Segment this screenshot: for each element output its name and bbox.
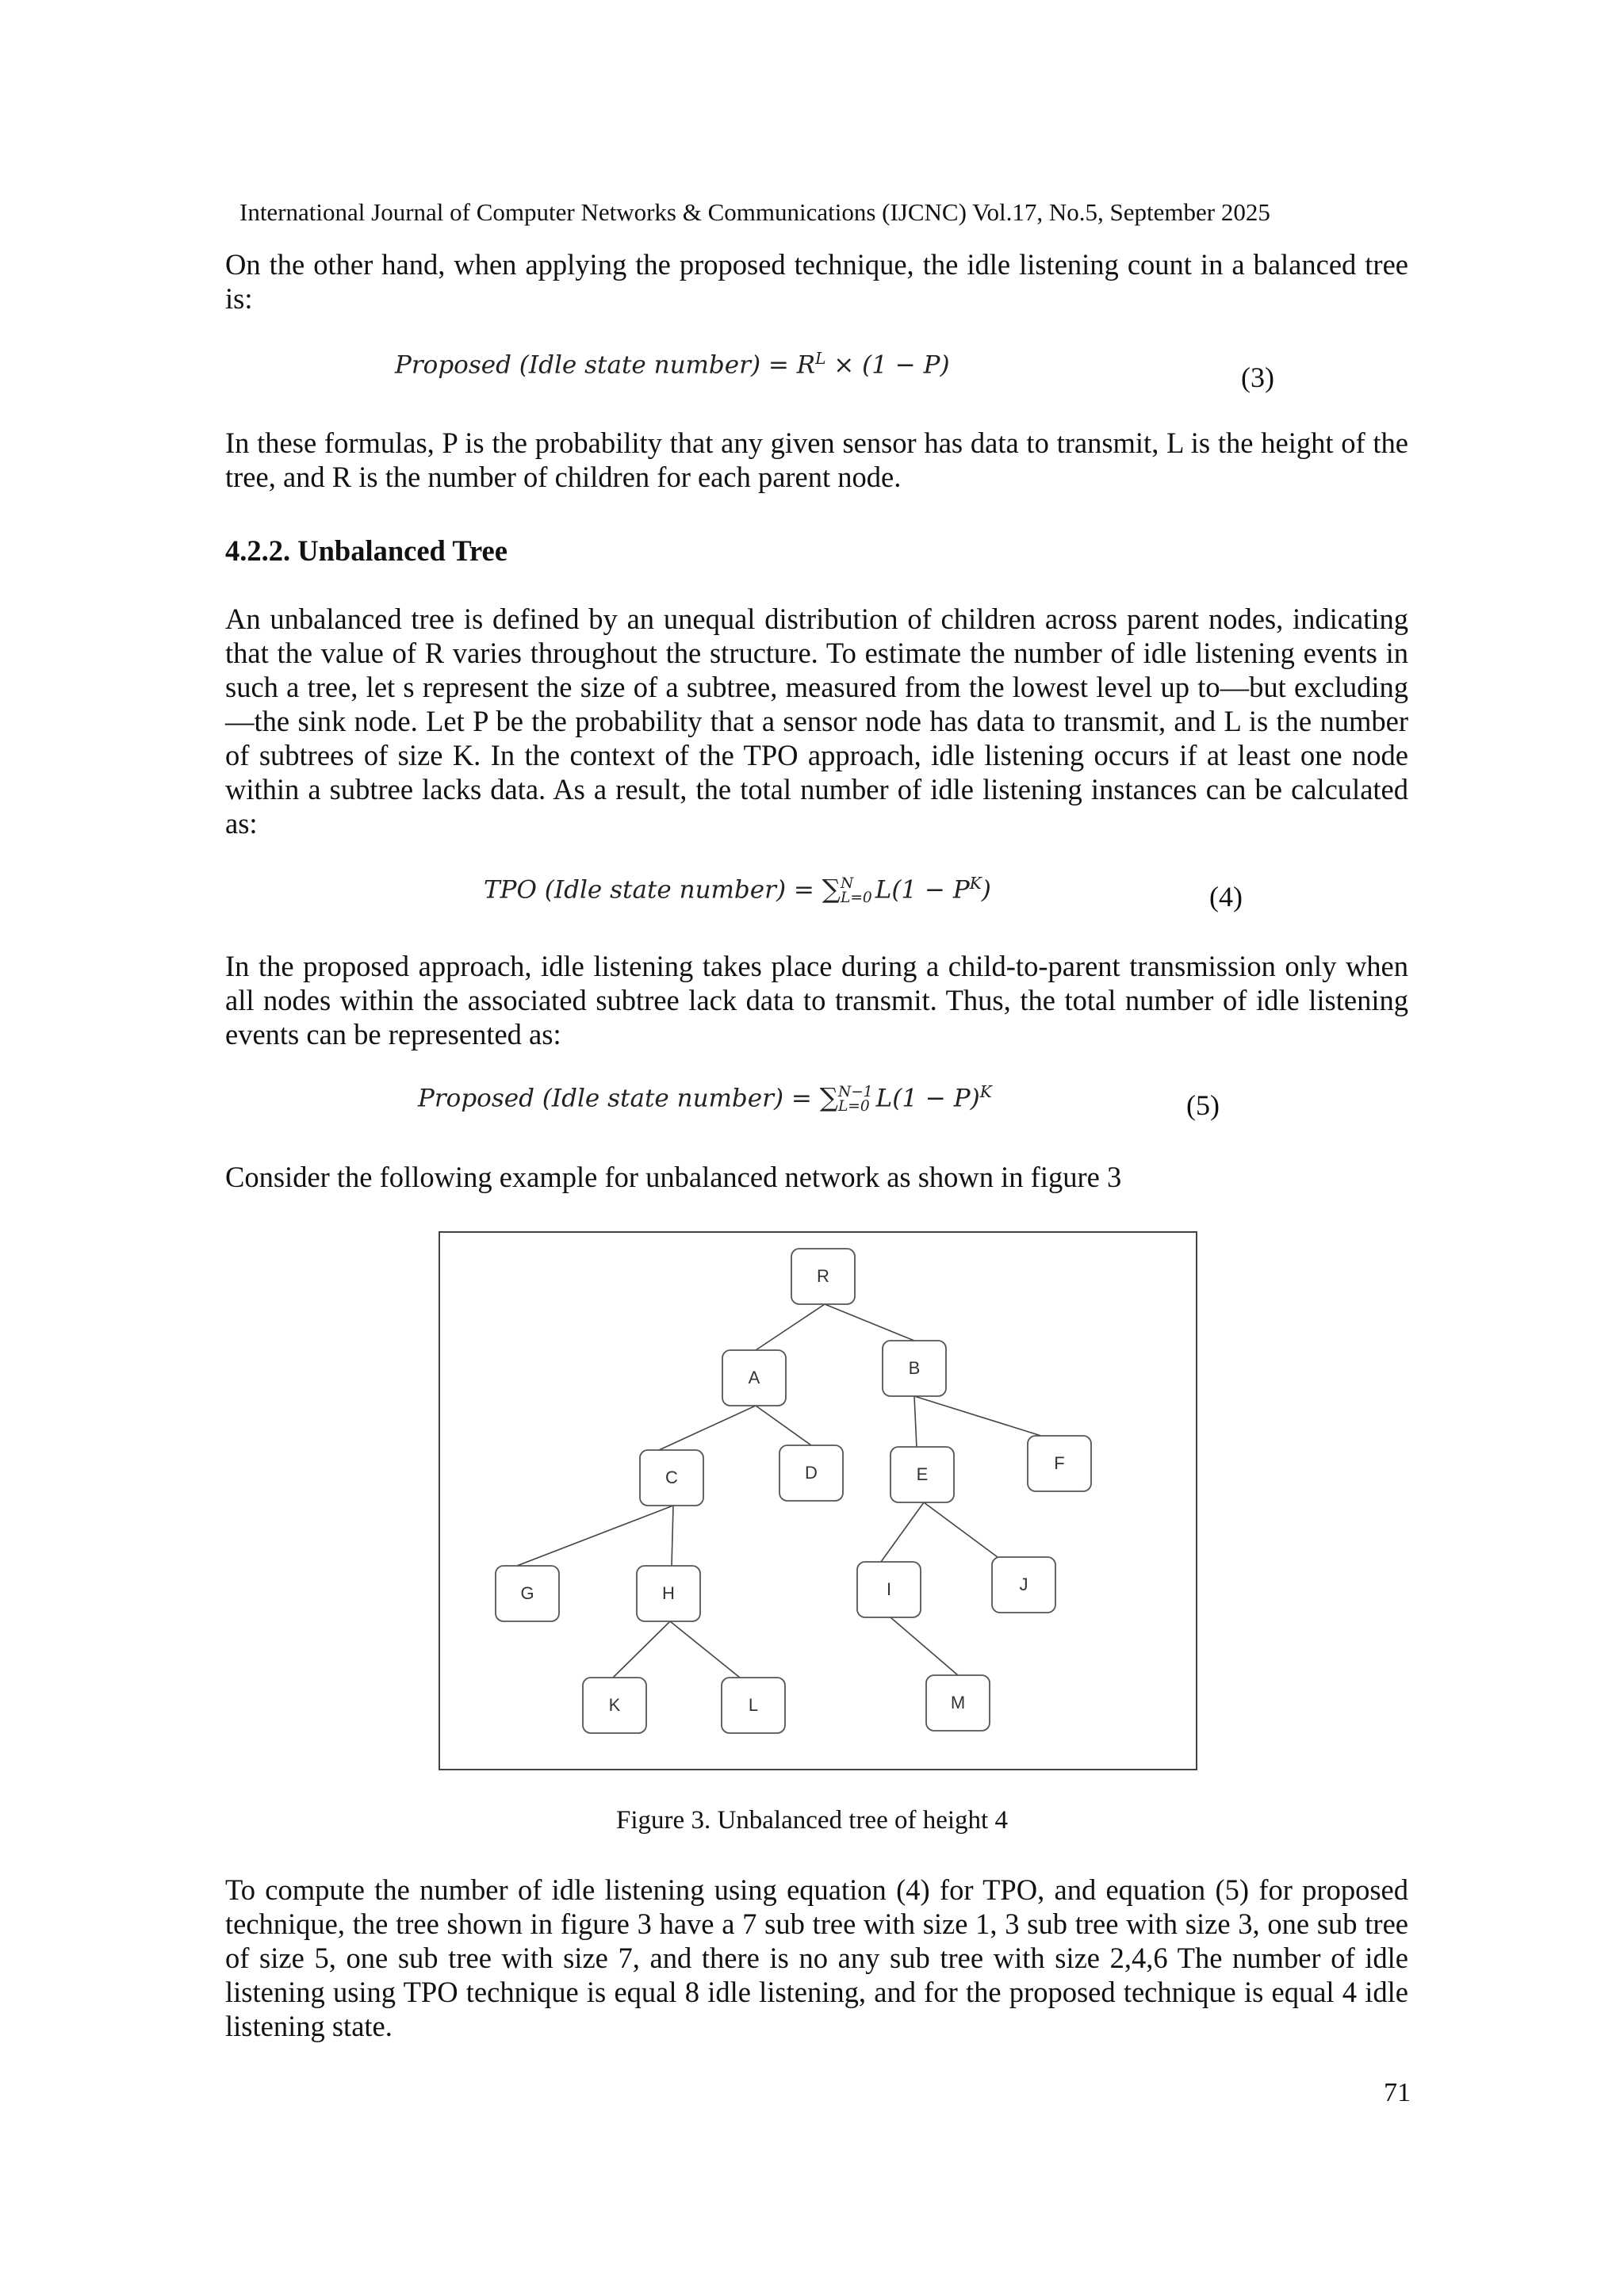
node-label-e: E — [916, 1464, 929, 1484]
tree-figure — [439, 1231, 1197, 1770]
paragraph-example: Consider the following example for unbalanced network as shown in figure 3 — [225, 1161, 1122, 1193]
node-label-l: L — [748, 1694, 759, 1715]
figure-caption: Figure 3. Unbalanced tree of height 4 — [616, 1806, 1008, 1835]
equation-5-number: (5) — [1186, 1089, 1220, 1121]
paragraph-unbalanced: An unbalanced tree is defined by an unequal distribution of children across parent nodes, indicating that the value of R varies throughout the structure. To estimate the number of idle listening events in such a tree, let s represent the size of a subtree, measured from the lowest level up to—but excluding—the sink node. Let P be the probability that a sensor node has data to transmit, and L is the number of subtrees of size K. In the context of the TPO approach, idle listening occurs if at least one node within a subtree lacks data. As a result, the total number of idle listening instances can be calculated as: — [225, 603, 1408, 840]
node-label-i: I — [886, 1578, 892, 1599]
node-label-g: G — [520, 1582, 534, 1603]
node-label-c: C — [665, 1467, 678, 1487]
node-label-h: H — [662, 1582, 675, 1603]
equation-4-number: (4) — [1209, 881, 1243, 913]
equation-3-number: (3) — [1241, 362, 1274, 393]
paragraph-definitions: In these formulas, P is the probability that any given sensor has data to transmit, L is the height of the tree, and R is the number of children for each parent node. — [225, 427, 1408, 493]
node-label-f: F — [1054, 1452, 1065, 1473]
node-label-a: A — [748, 1367, 760, 1387]
equation-4: TPO (Idle state number) = ∑ N L=0 $L(1 - P^K)$ — [484, 874, 991, 906]
section-heading: 4.2.2. Unbalanced Tree — [225, 534, 508, 567]
node-label-j: J — [1019, 1574, 1028, 1594]
page-number: 71 — [1384, 2078, 1411, 2107]
node-label-r: R — [817, 1265, 829, 1286]
paragraph-intro: On the other hand, when applying the proposed technique, the idle listening count in a balanced tree is: — [225, 248, 1408, 315]
equation-5: Proposed (Idle state number) = ∑ N−1 L=0 $L(1 - P)^K$ — [418, 1082, 992, 1115]
paragraph-proposed: In the proposed approach, idle listening takes place during a child-to-parent transmission only when all nodes within the associated subtree lack data to transmit. Thus, the total number of idle listening events can be represented as: — [225, 950, 1408, 1050]
node-label-k: K — [608, 1694, 621, 1715]
equation-3: Proposed (Idle state number) = $R^L \times (1 - P)$ — [395, 349, 950, 380]
journal-header: International Journal of Computer Networks & Communications (IJCNC) Vol.17, No.5, September 2025 — [239, 198, 1270, 226]
node-label-d: D — [805, 1462, 818, 1483]
node-label-m: M — [950, 1692, 966, 1712]
node-label-b: B — [908, 1357, 921, 1378]
paragraph-computation: To compute the number of idle listening using equation (4) for TPO, and equation (5) for proposed technique, the tree shown in figure 3 have a 7 sub tree with size 1, 3 sub tree with size 3, one sub tree of size 5, one sub tree with size 7, and there is no any sub tree with size 2,4,6 The number of idle listening using TPO technique is equal 8 idle listening, and for the proposed technique is equal 4 idle listening state. — [225, 1873, 1408, 2042]
